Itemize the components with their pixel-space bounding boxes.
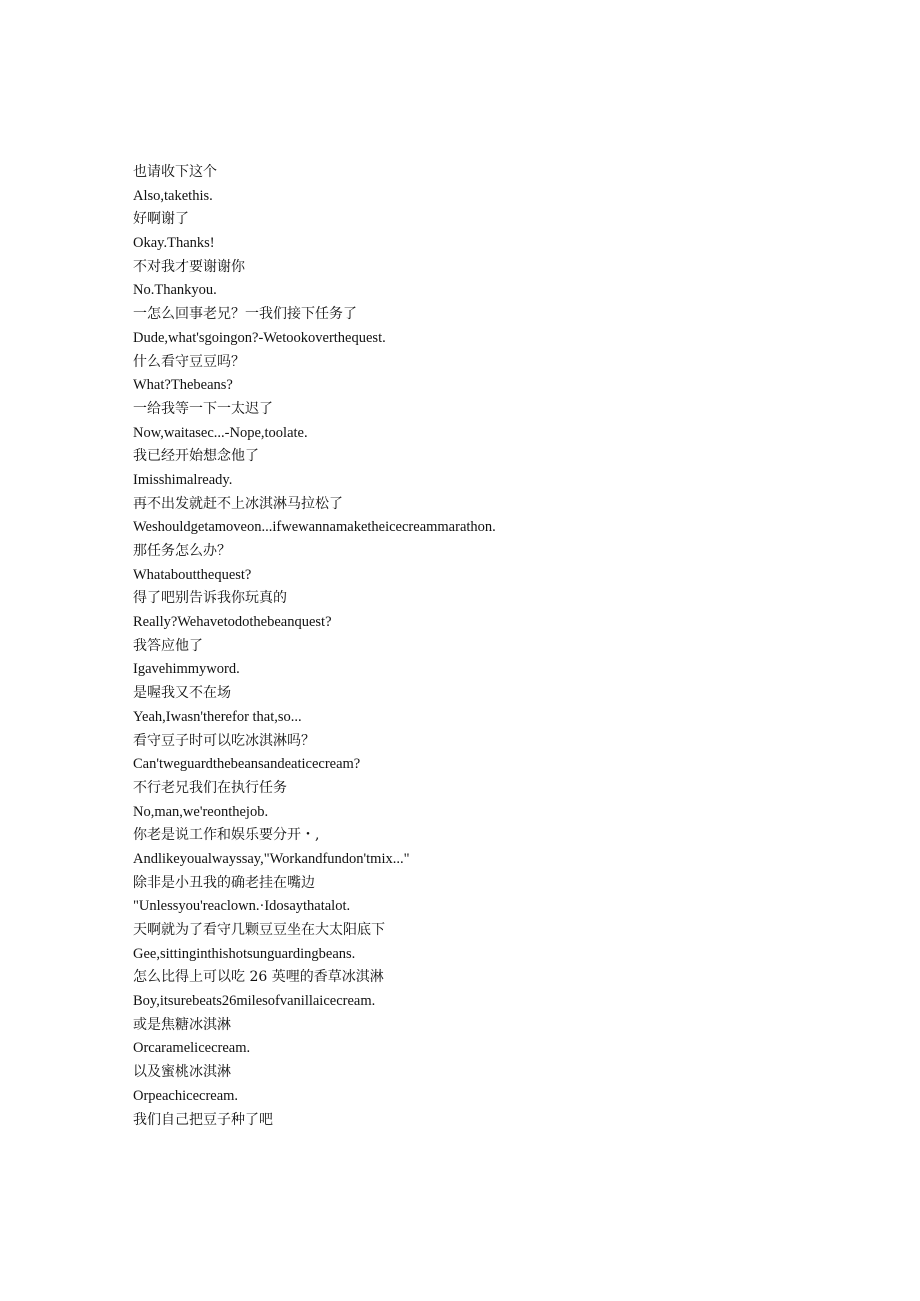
chinese-line: 不对我才要谢谢你 [133, 258, 245, 275]
english-line: "Unlessyou'reaclown.·Idosaythatalot. [133, 898, 351, 915]
chinese-line: 不行老兄我们在执行任务 [133, 779, 287, 796]
english-line: Orcaramelicecream. [133, 1040, 251, 1057]
chinese-line: 得了吧别告诉我你玩真的 [133, 590, 287, 607]
chinese-line: 我已经开始想念他了 [133, 448, 259, 465]
chinese-line: 那任务怎么办？ [133, 543, 231, 559]
chinese-line: 你老是说工作和娱乐要分开・, [133, 827, 320, 844]
transcript-lines [133, 161, 833, 1132]
chinese-line: 我们自己把豆子种了吧 [133, 1111, 273, 1128]
chinese-line: 一怎么回事老兄？一我们接下任务了 [133, 306, 357, 323]
chinese-line: 看守豆子时可以吃冰淇淋吗？ [133, 732, 315, 749]
english-line: Also,takethis. [133, 187, 213, 204]
english-line: What?Thebeans? [133, 377, 233, 394]
english-line: Boy,itsurebeats26milesofvanillaicecream. [133, 993, 376, 1010]
chinese-line: 是喔我又不在场 [133, 685, 231, 702]
english-line: Igavehimmyword. [133, 661, 240, 678]
english-line: Really?Wehavetodothebeanquest? [133, 614, 332, 631]
chinese-line: 好啊谢了 [133, 211, 189, 228]
chinese-line: 或是焦糖冰淇淋 [133, 1016, 231, 1033]
english-line: No.Thankyou. [133, 282, 217, 299]
english-line: Dude,what'sgoingon?-Wetookoverthequest. [133, 329, 386, 346]
english-line: Now,waitasec...-Nope,toolate. [133, 424, 308, 441]
chinese-line: 一给我等一下一太迟了 [133, 400, 273, 417]
chinese-line: 除非是小丑我的确老挂在嘴边 [133, 874, 315, 891]
english-line: No,man,we'reonthejob. [133, 803, 269, 820]
english-line: Gee,sittinginthishotsunguardingbeans. [133, 945, 356, 962]
chinese-line: 也请收下这个 [133, 164, 217, 180]
english-line: Andlikeyoualwayssay,"Workandfundon'tmix..." [133, 850, 410, 867]
english-line: Yeah,Iwasn'therefor that,so... [133, 708, 302, 725]
english-line: Can'tweguardthebeansandeaticecream? [133, 756, 361, 773]
chinese-line: 天啊就为了看守几颗豆豆坐在大太阳底下 [133, 922, 385, 938]
english-line: Okay.Thanks! [133, 235, 215, 252]
chinese-line: 再不出发就赶不上冰淇淋马拉松了 [133, 495, 343, 512]
english-line: Weshouldgetamoveon...ifwewannamaketheicecreammarathon. [133, 519, 496, 536]
chinese-line: 怎么比得上可以吃 26 英哩的香草冰淇淋 [133, 969, 384, 986]
chinese-line: 我答应他了 [133, 637, 203, 654]
english-line: Imisshimalready. [133, 471, 233, 488]
chinese-line: 以及蜜桃冰淇淋 [133, 1064, 231, 1081]
english-line: Orpeachicecream. [133, 1087, 239, 1104]
english-line: Whataboutthequest? [133, 566, 252, 583]
chinese-line: 什么看守豆豆吗？ [133, 353, 245, 370]
